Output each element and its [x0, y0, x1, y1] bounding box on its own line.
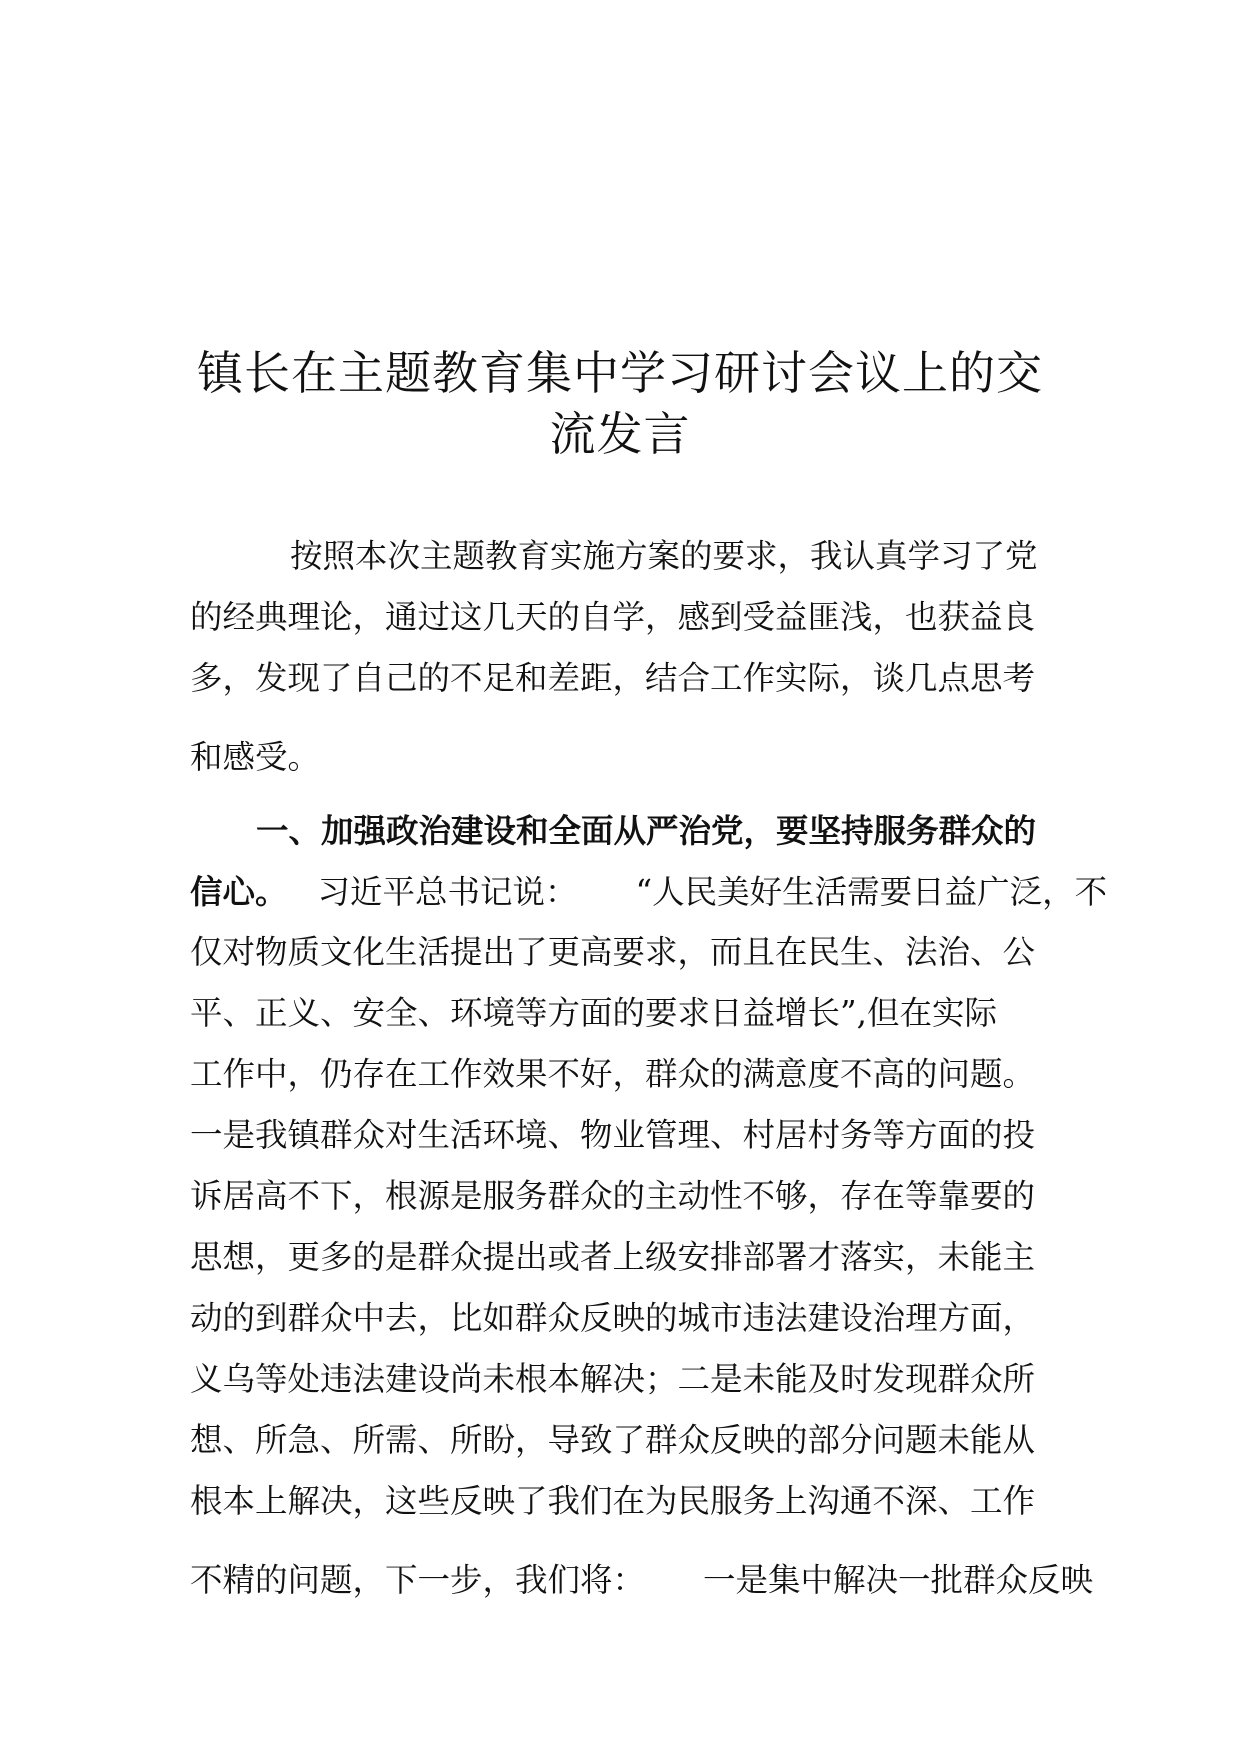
intro-line-1: 按照本次主题教育实施方案的要求，我认真学习了党	[290, 537, 1038, 575]
page-title	[170, 336, 1070, 461]
section-1-body-line: 仅对物质文化生活提出了更高要求，而且在民生、法治、公	[190, 933, 1036, 971]
section-1-last-line-b: 一是集中解决一批群众反映	[703, 1561, 1094, 1599]
section-1-quote-start: “人民美好生活需要日益广泛，不	[635, 873, 1108, 911]
section-1-body-line: 根本上解决，这些反映了我们在为民服务上沟通不深、工作	[190, 1482, 1036, 1520]
section-1-body-line: 平、正义、安全、环境等方面的要求日益增长”,但在实际	[190, 994, 997, 1032]
intro-line-3: 多，发现了自己的不足和差距，结合工作实际，谈几点思考	[190, 659, 1036, 697]
section-1-body-line: 诉居高不下，根源是服务群众的主动性不够，存在等靠要的	[190, 1177, 1036, 1215]
section-1-last-line-a: 不精的问题，下一步，我们将：	[190, 1561, 646, 1599]
intro-line-2: 的经典理论，通过这几天的自学，感到受益匪浅，也获益良	[190, 598, 1036, 636]
section-1-heading: 一、加强政治建设和全面从严治党，要坚持服务群众的	[256, 811, 1037, 850]
section-1-body-line: 工作中，仍存在工作效果不好，群众的满意度不高的问题。	[190, 1055, 1036, 1093]
title-line-1: 镇长在主题教育集中学习研讨会议上的交	[197, 346, 1043, 400]
intro-line-4: 和感受。	[190, 738, 321, 776]
section-1-quote-intro: 习近平总书记说：	[317, 873, 578, 911]
section-1-body-line: 思想，更多的是群众提出或者上级安排部署才落实，未能主	[190, 1238, 1036, 1276]
title-line-2: 流发言	[549, 407, 691, 461]
section-1-body-line: 想、所急、所需、所盼，导致了群众反映的部分问题未能从	[190, 1421, 1036, 1459]
section-1-paragraph	[190, 800, 1108, 1611]
section-1-heading-end: 信心。	[190, 872, 288, 911]
section-1-body-line: 义乌等处违法建设尚未根本解决；二是未能及时发现群众所	[190, 1360, 1036, 1398]
section-1-body-line: 动的到群众中去，比如群众反映的城市违法建设治理方面，	[190, 1299, 1036, 1337]
section-1-body-line: 一是我镇群众对生活环境、物业管理、村居村务等方面的投	[190, 1116, 1036, 1154]
section-1-last-line	[190, 1550, 1094, 1611]
section-1-line-2	[190, 861, 1108, 922]
intro-paragraph	[190, 526, 1070, 788]
